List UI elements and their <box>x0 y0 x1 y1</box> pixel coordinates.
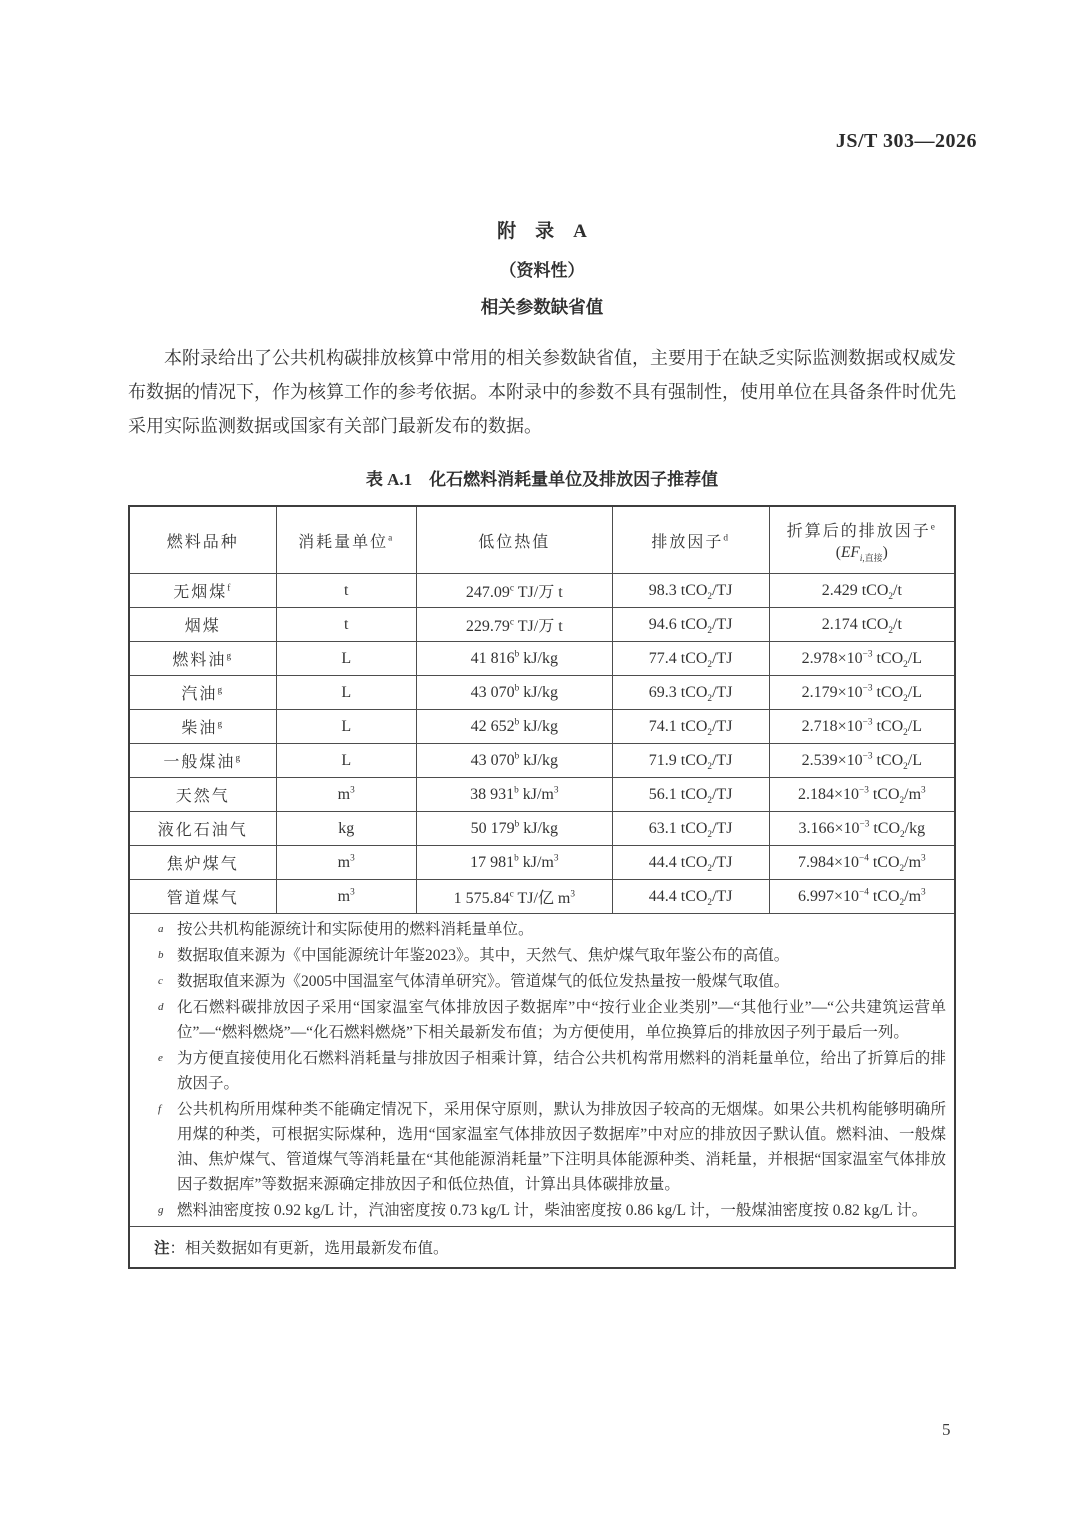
table-row <box>129 880 955 914</box>
table-row <box>129 710 955 744</box>
footnote-marker: g <box>158 1204 164 1216</box>
footnote-text: 数据取值来源为《中国能源统计年鉴2023》。其中，天然气、焦炉煤气取年鉴公布的高值。 <box>177 947 790 964</box>
consumption-unit-cell: $m^3$ <box>276 778 416 812</box>
footnote-text: 燃料油密度按 0.92 kg/L 计，汽油密度按 0.73 kg/L 计，柴油密度按 0.86 kg/L 计，一般煤油密度按 0.82 kg/L 计。 <box>177 1202 928 1219</box>
table-row <box>129 744 955 778</box>
appendix-subtitle: （资料性） <box>499 261 585 280</box>
footnote-text: 按公共机构能源统计和实际使用的燃料消耗量单位。 <box>177 921 534 938</box>
table-row <box>129 574 955 608</box>
converted-factor-cell: $2.718\times 10^{-3}$ tCO$_2$/L <box>769 710 955 744</box>
table-footnote <box>134 969 950 994</box>
table-row <box>129 846 955 880</box>
emission-factor-cell: 56.1 tCO$_2$/TJ <box>612 778 769 812</box>
fuel-type-cell: 柴油$^g$ <box>129 710 276 744</box>
footnote-text: 为方便直接使用化石燃料消耗量与排放因子相乘计算，结合公共机构常用燃料的消耗量单位，给出了折算后的排放因子。 <box>177 1050 946 1092</box>
heating-value-cell: 41 816$^b$ kJ/kg <box>416 642 612 676</box>
table-footnote <box>134 995 950 1045</box>
footnotes-cell <box>129 914 955 1227</box>
emission-factor-cell: 44.4 tCO$_2$/TJ <box>612 846 769 880</box>
fuel-type-cell: 烟煤 <box>129 608 276 642</box>
emission-factor-cell: 77.4 tCO$_2$/TJ <box>612 642 769 676</box>
heating-value-cell: 229.79$^c$ TJ/万 t <box>416 608 612 642</box>
converted-factor-cell: $6.997\times 10^{-4}$ $tCO_2/m^3$ <box>769 880 955 914</box>
table-row <box>129 676 955 710</box>
converted-factor-cell: $2.978\times 10^{-3}$ tCO$_2$/L <box>769 642 955 676</box>
heating-value-cell: 17 981$^b$ $kJ/m^3$ <box>416 846 612 880</box>
table-note-row <box>129 1227 955 1269</box>
col-header-converted-factor <box>769 506 955 574</box>
table-footnote <box>134 1198 950 1223</box>
fuel-type-cell: 汽油$^g$ <box>129 676 276 710</box>
consumption-unit-cell: L <box>276 642 416 676</box>
consumption-unit-cell: $m^3$ <box>276 880 416 914</box>
consumption-unit-cell: t <box>276 608 416 642</box>
table-row <box>129 642 955 676</box>
table-header-row <box>129 506 955 574</box>
page-content <box>128 0 956 1269</box>
converted-factor-cell: $3.166\times 10^{-3}$ tCO$_2$/kg <box>769 812 955 846</box>
footnote-marker: b <box>158 949 164 961</box>
fuel-type-cell: 天然气 <box>129 778 276 812</box>
table-footnote <box>134 1097 950 1197</box>
consumption-unit-cell: $m^3$ <box>276 846 416 880</box>
table-body <box>129 574 955 914</box>
emission-factor-cell: 71.9 tCO$_2$/TJ <box>612 744 769 778</box>
footnote-text: 化石燃料碳排放因子采用“国家温室气体排放因子数据库”中“按行业企业类别”—“其他行业”—“公共建筑运营单位”—“燃料燃烧”—“化石燃料燃烧”下相关最新发布值；为方便使用，单位换算后的排放因子列于最后一列。 <box>177 999 946 1041</box>
table-row <box>129 608 955 642</box>
fuel-type-cell: 管道煤气 <box>129 880 276 914</box>
appendix-name: 相关参数缺省值 <box>480 297 604 317</box>
table-title: 表 A.1 化石燃料消耗量单位及排放因子推荐值 <box>365 470 719 489</box>
appendix-header <box>128 216 956 319</box>
heating-value-cell: 43 070$^b$ kJ/kg <box>416 676 612 710</box>
footnotes-row <box>129 914 955 1227</box>
converted-factor-cell: $2.539\times 10^{-3}$ tCO$_2$/L <box>769 744 955 778</box>
footnote-marker: f <box>158 1103 162 1115</box>
note-label: 注 <box>154 1240 170 1257</box>
fuel-type-cell: 燃料油$^g$ <box>129 642 276 676</box>
table-note-cell <box>129 1227 955 1269</box>
consumption-unit-cell: L <box>276 676 416 710</box>
col-header-fuel-type: 燃料品种 <box>129 506 276 574</box>
emission-factor-cell: 98.3 tCO$_2$/TJ <box>612 574 769 608</box>
converted-factor-cell: $2.184\times 10^{-3}$ $tCO_2/m^3$ <box>769 778 955 812</box>
converted-factor-cell: $2.179\times 10^{-3}$ tCO$_2$/L <box>769 676 955 710</box>
fuel-type-cell: 焦炉煤气 <box>129 846 276 880</box>
consumption-unit-cell: kg <box>276 812 416 846</box>
converted-factor-cell: 2.174 tCO$_2$/t <box>769 608 955 642</box>
footnote-text: 数据取值来源为《2005中国温室气体清单研究》。管道煤气的低位发热量按一般煤气取值。 <box>177 973 790 990</box>
col-header-consumption-unit: 消耗量单位$^a$ <box>276 506 416 574</box>
consumption-unit-cell: L <box>276 744 416 778</box>
footnotes-list <box>134 917 950 1223</box>
consumption-unit-cell: L <box>276 710 416 744</box>
table-row <box>129 778 955 812</box>
heating-value-cell: 1 575.84$^c$ TJ/亿 $m^3$ <box>416 880 612 914</box>
table-footnote <box>134 1046 950 1096</box>
heating-value-cell: 43 070$^b$ kJ/kg <box>416 744 612 778</box>
heating-value-cell: 38 931$^b$ $kJ/m^3$ <box>416 778 612 812</box>
ef-symbol: $(EF_{i,直接})$ <box>835 544 888 564</box>
converted-factor-cell: 2.429 tCO$_2$/t <box>769 574 955 608</box>
page-number: 5 <box>942 1420 951 1439</box>
emission-factor-cell: 69.3 tCO$_2$/TJ <box>612 676 769 710</box>
fuel-type-cell: 无烟煤$^f$ <box>129 574 276 608</box>
heating-value-cell: 50 179$^b$ kJ/kg <box>416 812 612 846</box>
note-text: ：相关数据如有更新，选用最新发布值。 <box>169 1240 449 1257</box>
fuel-type-cell: 一般煤油$^g$ <box>129 744 276 778</box>
footnote-marker: c <box>158 975 163 987</box>
col-header-emission-factor: 排放因子$^d$ <box>612 506 769 574</box>
col-header-heating-value: 低位热值 <box>416 506 612 574</box>
footnote-marker: e <box>158 1052 163 1064</box>
doc-code: JS/T 303—2026 <box>835 130 977 152</box>
heating-value-cell: 247.09$^c$ TJ/万 t <box>416 574 612 608</box>
table-a1 <box>128 505 956 1269</box>
footnote-text: 公共机构所用煤种类不能确定情况下，采用保守原则，默认为排放因子较高的无烟煤。如果公共机构能够明确所用煤的种类，可根据实际煤种，选用“国家温室气体排放因子数据库”中对应的排放因子默认值。燃料油、一般煤油、焦炉煤气、管道煤气等消耗量在“其他能源消耗量”下注明具体能源种类、消耗量，并根据“国家温室气体排放因子数据库”等数据来源确定排放因子和低位热值，计算出具体碳排放量。 <box>177 1101 946 1193</box>
converted-factor-label: 折算后的排放因子$^e$ <box>786 522 937 540</box>
heating-value-cell: 42 652$^b$ kJ/kg <box>416 710 612 744</box>
fuel-type-cell: 液化石油气 <box>129 812 276 846</box>
emission-factor-cell: 94.6 tCO$_2$/TJ <box>612 608 769 642</box>
converted-factor-cell: $7.984\times 10^{-4}$ $tCO_2/m^3$ <box>769 846 955 880</box>
table-row <box>129 812 955 846</box>
consumption-unit-cell: t <box>276 574 416 608</box>
footnote-marker: a <box>158 923 164 935</box>
footnote-marker: d <box>158 1001 164 1013</box>
table-footnote <box>134 917 950 942</box>
emission-factor-cell: 63.1 tCO$_2$/TJ <box>612 812 769 846</box>
intro-paragraph: 本附录给出了公共机构碳排放核算中常用的相关参数缺省值，主要用于在缺乏实际监测数据或权威发布数据的情况下，作为核算工作的参考依据。本附录中的参数不具有强制性，使用单位在具备条件时优先采用实际监测数据或国家有关部门最新发布的数据。 <box>128 348 956 436</box>
emission-factor-cell: 44.4 tCO$_2$/TJ <box>612 880 769 914</box>
appendix-title: 附 录 A <box>497 221 587 242</box>
emission-factor-cell: 74.1 tCO$_2$/TJ <box>612 710 769 744</box>
table-footnote <box>134 943 950 968</box>
